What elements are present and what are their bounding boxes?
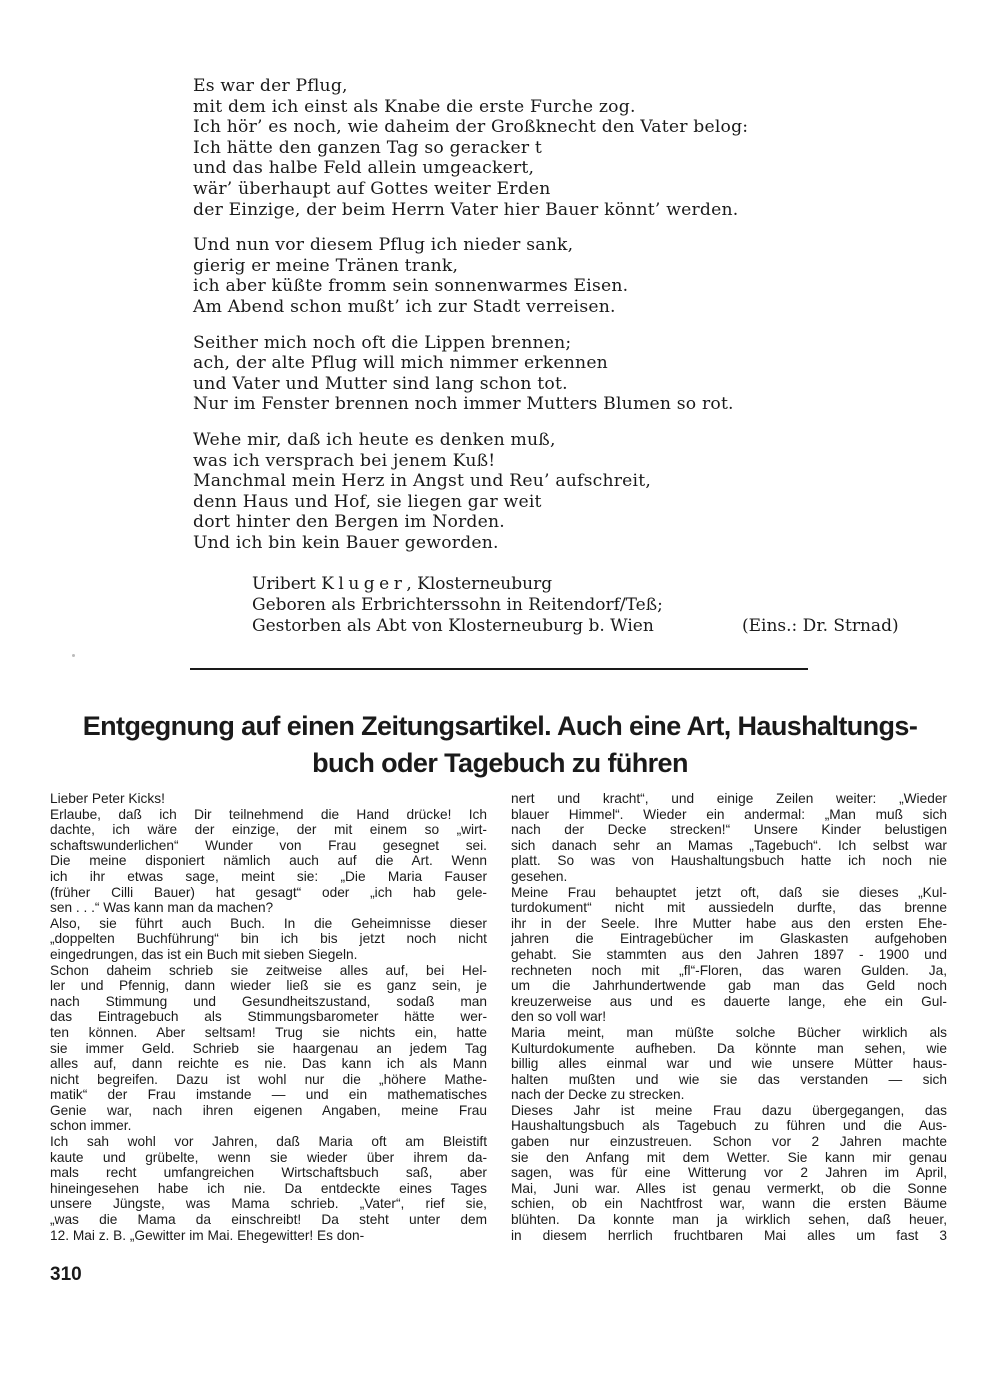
article-line: gehabt. Sie stammten aus den Jahren 1897 - 1900 und <box>511 946 947 962</box>
poem-line: denn Haus und Hof, sie liegen gar weit <box>193 491 542 512</box>
article-line: kaute und grübelte, wenn sie wieder über ihrem da- <box>50 1149 487 1165</box>
article-line: Dieses Jahr ist meine Frau dazu übergegangen, das <box>511 1102 947 1118</box>
poem-line: Manchmal mein Herz in Angst und Reu’ aufschreit, <box>193 471 651 492</box>
article-line: jahren die Eintragebücher im Glaskasten aufgehoben <box>511 931 947 947</box>
poem-line: was ich versprach bei jenem Kuß! <box>193 450 496 471</box>
article-line: kreuzerweise aus und es dauerte lange, ehe ein Gul- <box>511 993 947 1009</box>
article-line: dachte, ich wäre der einzige, der mit einem so „wirt- <box>50 822 487 838</box>
article-line: Kulturdokumente aufheben. Da könnte man sehen, wie <box>511 1040 947 1056</box>
poem-line: und das halbe Feld allein umgeackert, <box>193 158 535 179</box>
article-line: schien, ob ein Nachtfrost war, wann die ersten Bäume <box>511 1196 947 1212</box>
article-line: (früher Cilli Bauer) hat gesagt“ oder „ich hab gele- <box>50 884 487 900</box>
article-line: nert und kracht“, und einige Zeilen weiter: „Wieder <box>511 791 947 806</box>
article-line: 12. Mai z. B. „Gewitter im Mai. Ehegewitter! Es don- <box>50 1227 365 1243</box>
greeting: Lieber Peter Kicks! <box>50 791 165 806</box>
poem-line: Ich hätte den ganzen Tag so geracker t <box>193 137 543 158</box>
article-line: hineingesehen habe ich nie. Da entdeckte eines Tages <box>50 1180 487 1196</box>
article-title-line-2: buch oder Tagebuch zu führen <box>312 748 688 778</box>
article-line: Maria meint, man müßte solche Bücher wirklich als <box>511 1024 947 1040</box>
poem-stanza <box>193 333 953 415</box>
article-line: Also, sie führt auch Buch. In die Geheimnisse dieser <box>50 915 487 931</box>
article-line: Ich sah wohl vor Jahren, daß Maria oft am Bleistift <box>50 1134 487 1150</box>
author-born-line: Geboren als Erbrichterssohn in Reitendorf/Teß; <box>252 595 663 615</box>
article-line: blauer Himmel“. Wieder ein andermal: „Man muß sich <box>511 806 947 822</box>
article-left-column <box>50 791 487 1243</box>
article-line: sie den Anfang mit dem Wetter. Sie kann mir genau <box>511 1149 947 1165</box>
section-divider <box>190 668 808 670</box>
scan-speck <box>72 654 75 657</box>
author-died-line <box>252 616 952 637</box>
article-line: alles auf, dann reichte es nie. Das kann ich als Mann <box>50 1056 487 1072</box>
author-place: , Klosterneuburg <box>406 574 553 594</box>
article-line: nicht begreifen. Dazu ist wohl nur die „höhere Mathe- <box>50 1071 487 1087</box>
poem-line: Ich hör’ es noch, wie daheim der Großknecht den Vater belog: <box>193 117 749 138</box>
article-line: Erlaube, daß ich Dir teilnehmend die Hand drücke! Ich <box>50 806 487 822</box>
article-line: blühten. Da konnte man ja wirklich sehen, daß heuer, <box>511 1212 947 1228</box>
article-line: unsere Jüngste, was Mama schrieb. „Vater“, rief sie, <box>50 1196 487 1212</box>
poem-stanza <box>193 430 953 554</box>
article-line: den so voll war! <box>511 1009 607 1025</box>
poem-line: Nur im Fenster brennen noch immer Mutters Blumen so rot. <box>193 394 734 415</box>
article-line: Mai, Juni war. Alles ist genau vermerkt, ob die Sonne <box>511 1180 947 1196</box>
article-line: halten mußten und wie sie das verstanden — sich <box>511 1071 947 1087</box>
poem-line: wär’ überhaupt auf Gottes weiter Erden <box>193 178 551 199</box>
article-line: ler und Pfennig, dann wieder ließ sie es ganz sein, je <box>50 978 487 994</box>
article-line: sie immer Geld. Schrieb sie haargenau an jedem Tag <box>50 1040 487 1056</box>
poem-line: mit dem ich einst als Knabe die erste Furche zog. <box>193 96 636 117</box>
article-line: sagen, was für eine Witterung vor 2 Jahren im April, <box>511 1165 947 1181</box>
poem-line: Am Abend schon mußt’ ich zur Stadt verreisen. <box>193 296 616 317</box>
article-title <box>40 708 960 782</box>
author-died: Gestorben als Abt von Klosterneuburg b. Wien <box>252 616 654 636</box>
article-line: rechneten noch mit „fl“-Floren, das waren Gulden. Ja, <box>511 962 947 978</box>
article-line: „doppelten Buchführung“ bin ich bis jetzt noch nicht <box>50 931 487 947</box>
article-line: das Eintragebuch als Stimmungsbarometer hätte wer- <box>50 1009 487 1025</box>
article-line: Genie war, nach ihren eigenen Angaben, meine Frau <box>50 1102 487 1118</box>
article-line: Schon daheim schrieb sie zeitweise alles auf, bei Hel- <box>50 962 487 978</box>
poem-line: Es war der Pflug, <box>193 76 348 96</box>
page-number: 310 <box>50 1264 82 1285</box>
poem-line: Und ich bin kein Bauer geworden. <box>193 532 499 553</box>
article-line: Meine Frau behauptet jetzt oft, daß sie dieses „Kul- <box>511 884 947 900</box>
poem-line: und Vater und Mutter sind lang schon tot. <box>193 373 568 394</box>
poem-line: Seither mich noch oft die Lippen brennen; <box>193 332 572 353</box>
poem-line: dort hinter den Bergen im Norden. <box>193 512 505 533</box>
author-last-name: Kluger <box>321 574 407 594</box>
article-line: sich danach sehr an Mamas „Tagebuch“. Ich selbst war <box>511 837 947 853</box>
poem-line: ach, der alte Pflug will mich nimmer erkennen <box>193 353 608 374</box>
article-line: ihr in der Seele. Ihre Mutter habe aus den ersten Ehe- <box>511 915 947 931</box>
poem-line: gierig er meine Tränen trank, <box>193 255 459 276</box>
poem-line: Wehe mir, daß ich heute es denken muß, <box>193 429 556 450</box>
article-line: sen . . .“ Was kann man da machen? <box>50 900 274 916</box>
article-line: ten können. Aber seltsam! Trug sie nichts ein, hatte <box>50 1024 487 1040</box>
author-signature <box>252 574 952 637</box>
article-line: matik“ der Frau imstande — und ein mathematisches <box>50 1087 487 1103</box>
poem <box>193 76 953 568</box>
article-line: gaben nur einzustreuen. Schon vor 2 Jahren machte <box>511 1134 947 1150</box>
article-right-column <box>511 791 947 1243</box>
article-line: nach der Decke zu strecken. <box>511 1087 685 1103</box>
article-line: ich ihr etwas sage, meint sie: „Die Maria Fauser <box>50 868 487 884</box>
article-line: nach der Decke strecken!“ Unsere Kinder belustigen <box>511 822 947 838</box>
poem-line: ich aber küßte fromm sein sonnenwarmes Eisen. <box>193 276 629 297</box>
article-line: „was die Mama da einschreibt! Da steht unter dem <box>50 1212 487 1228</box>
article-line: platt. So was von Haushaltungsbuch hatte ich noch nie <box>511 853 947 869</box>
article-line: Haushaltungsbuch als Tagebuch zu führen und die Aus- <box>511 1118 947 1134</box>
article-title-line-1: Entgegnung auf einen Zeitungsartikel. Auch eine Art, Haushaltungs- <box>82 711 918 741</box>
article-line: schon immer. <box>50 1118 132 1134</box>
poem-line: Und nun vor diesem Pflug ich nieder sank, <box>193 235 574 256</box>
submitted-by: (Eins.: Dr. Strnad) <box>742 616 899 636</box>
article-line: eingedrungen, das ist ein Buch mit sieben Siegeln. <box>50 946 358 962</box>
article-line: um die Jahrhundertwende gab man das Geld noch <box>511 978 947 994</box>
author-name-line <box>252 574 952 595</box>
article-line: nach Stimmung und Gesundheitszustand, sodaß man <box>50 993 487 1009</box>
author-first-name: Uribert <box>252 574 316 594</box>
article-line: mals recht umfangreichen Wirtschaftsbuch saß, aber <box>50 1165 487 1181</box>
article-line: Die meine disponiert nämlich auch auf die Art. Wenn <box>50 853 487 869</box>
article-line: turdokument“ nicht mit aussiedeln durfte, das brenne <box>511 900 947 916</box>
article-line: billig alles einmal war und wie unsere Mütter haus- <box>511 1056 947 1072</box>
article-line: gesehen. <box>511 868 568 884</box>
poem-line: der Einzige, der beim Herrn Vater hier Bauer könnt’ werden. <box>193 199 739 220</box>
poem-stanza <box>193 235 953 317</box>
article-line: schaftswunderlichen“ Wunder von Frau gesegnet sei. <box>50 837 487 853</box>
poem-stanza <box>193 76 953 220</box>
article-line: in diesem herrlich fruchtbaren Mai alles um fast 3 <box>511 1227 947 1243</box>
